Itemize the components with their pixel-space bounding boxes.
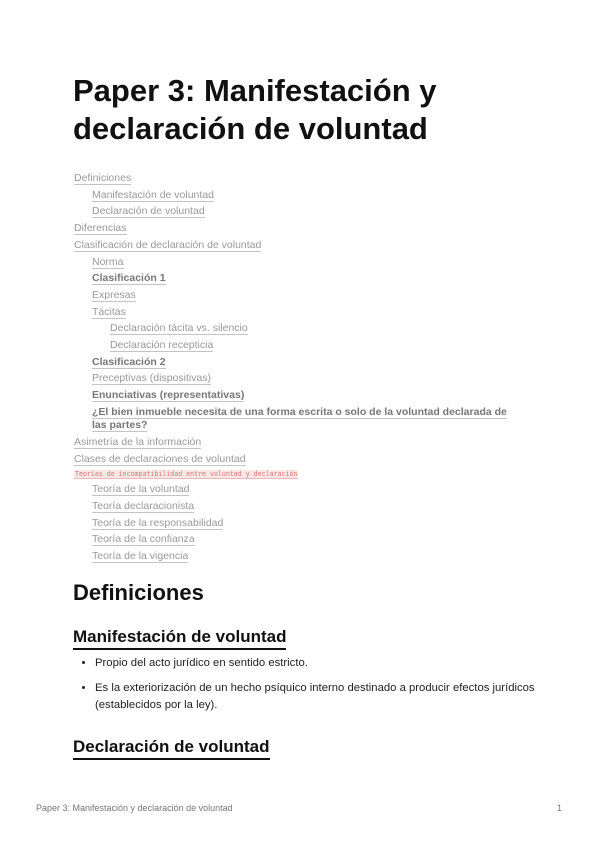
bullet-item: • Propio del acto jurídico en sentido estricto. [95,655,555,672]
bullet-item: • Es la exteriorización de un hecho psíquico interno destinado a producir efectos jurídicos (establecidos por la ley). [95,680,555,714]
toc-link[interactable] [74,370,524,387]
toc-link-label: Enunciativas (representativas) [92,389,245,402]
toc-link-label: Declaración tácita vs. silencio [110,322,248,335]
toc-link-label: Teoría de la vigencia [92,550,189,563]
toc-link-label: Tácitas [92,305,126,318]
toc-link[interactable] [74,515,524,532]
toc-link-label: Teoría declaracionista [92,499,195,512]
toc-link-label: Manifestación de voluntad [92,188,214,201]
toc-link-label: ¿El bien inmueble necesita de una forma escrita o solo de la voluntad declarada de las partes? [92,405,507,431]
toc-link[interactable] [74,406,524,432]
bullet-list [73,655,555,722]
toc-link-label: Asimetría de la información [74,435,202,448]
toc-link-label: Declaración recepticia [110,339,214,352]
toc-link[interactable] [74,467,524,481]
toc-link[interactable] [74,187,524,204]
section-heading: Definiciones [73,580,204,605]
toc-link-label: Teoría de la voluntad [92,483,190,496]
toc-link[interactable] [74,498,524,515]
toc-link[interactable] [74,254,524,271]
toc-link-label: Teoría de la confianza [92,533,195,546]
toc-link[interactable] [74,287,524,304]
toc-link-label: Teoría de la responsabilidad [92,516,224,529]
toc-link[interactable] [74,354,524,371]
toc-link-label: Teorías de incompatibilidad entre voluntad y declaración [75,470,298,479]
toc-link-label: Clasificación 1 [92,272,166,285]
toc-link[interactable] [74,203,524,220]
toc-link[interactable] [74,548,524,565]
toc-link-label: Diferencias [74,222,127,235]
toc-link[interactable] [74,531,524,548]
toc-link[interactable] [74,337,524,354]
toc-link[interactable] [74,270,524,287]
toc-link-label: Norma [92,255,124,268]
toc-link-label: Clasificación 2 [92,355,166,368]
toc-link-label: Clasificación de declaración de voluntad [74,238,262,251]
toc-link-label: Preceptivas (dispositivas) [92,372,212,385]
toc-link[interactable] [74,481,524,498]
toc-link-label: Expresas [92,288,136,301]
toc-link-label: Clases de declaraciones de voluntad [74,452,246,465]
footer-title: Paper 3: Manifestación y declaración de voluntad [36,803,233,813]
subsection-heading-manifestacion: Manifestación de voluntad [73,627,286,650]
toc-link[interactable] [74,451,524,468]
subsection-heading-declaracion: Declaración de voluntad [73,737,270,760]
footer-page-number: 1 [557,803,563,813]
toc-link[interactable] [74,237,524,254]
toc-link[interactable] [74,320,524,337]
toc-link[interactable] [74,304,524,321]
toc-link[interactable] [74,387,524,404]
toc-link[interactable] [74,434,524,451]
page-title: Paper 3: Manifestación y declaración de voluntad [73,73,437,146]
table-of-contents [74,170,524,565]
toc-link[interactable] [74,220,524,237]
toc-link-label: Definiciones [74,172,132,184]
toc-link[interactable] [74,170,524,187]
toc-link-label: Declaración de voluntad [92,205,205,218]
